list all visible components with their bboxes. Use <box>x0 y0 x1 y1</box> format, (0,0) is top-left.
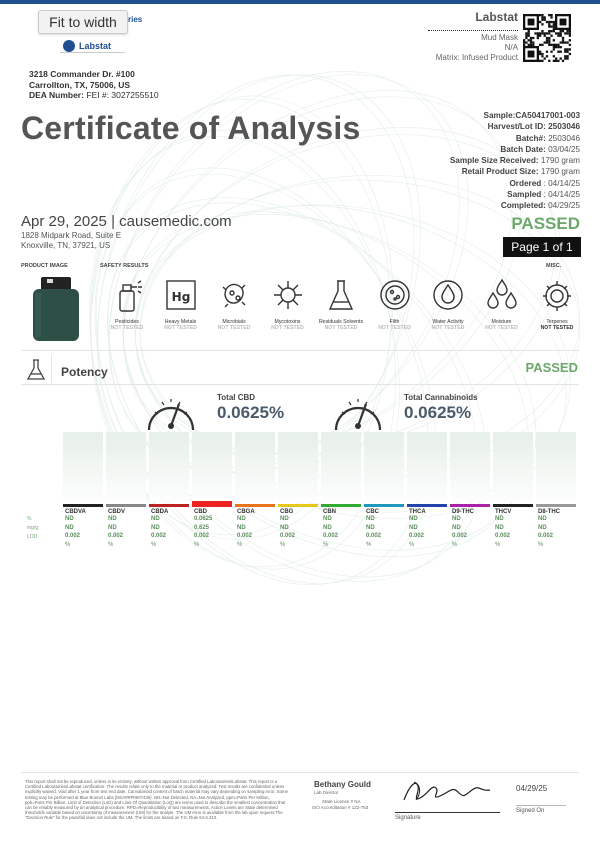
info-value: : 04/14/25 <box>541 178 580 188</box>
safety-status: NOT TESTED <box>271 325 304 331</box>
cannabinoid-name: CBD <box>194 509 207 515</box>
info-value: 1790 gram <box>538 167 580 177</box>
cannabinoid-name: CBDA <box>151 509 169 515</box>
info-label: Sampled <box>507 190 542 200</box>
terpenes-label: Terpenes <box>546 319 568 325</box>
lab-name: Labstat <box>475 10 518 24</box>
info-row <box>450 178 580 189</box>
info-label: Batch#: <box>515 133 546 143</box>
cannabinoid-lod: 0.002 <box>538 533 554 539</box>
cannabinoid-bar <box>407 432 447 502</box>
safety-status: NOT TESTED <box>378 325 411 331</box>
dotted-divider <box>428 30 518 31</box>
misc-heading: MISC. <box>546 263 562 269</box>
qr-code-icon[interactable] <box>523 14 571 62</box>
client-header <box>428 12 518 63</box>
microbe-icon <box>217 277 251 315</box>
info-label: Retail Product Size: <box>461 167 539 177</box>
safety-result-water-activity <box>421 275 475 331</box>
info-value: 2503046 <box>545 122 580 132</box>
safety-label: Pesticides <box>115 319 139 325</box>
license-text: State License # NA <box>322 799 361 804</box>
product-name: Mud Mask <box>481 33 518 42</box>
signer-name: Bethany Gould <box>314 780 371 789</box>
cannabinoid-color-bar <box>536 504 576 507</box>
cannabinoid-color-bar <box>407 504 447 507</box>
cannabinoid-bar <box>321 432 361 502</box>
cannabinoid-pct: ND <box>151 516 160 522</box>
address-line: Knoxville, TN, 37921, US <box>21 241 111 250</box>
info-row <box>450 121 580 132</box>
iso-text: ISO Accreditation # 122-753 <box>312 805 369 810</box>
info-value: 04/29/25 <box>545 201 580 211</box>
logo-mark-icon <box>63 40 75 52</box>
cannabinoid-pct: ND <box>409 516 418 522</box>
dea-value: FEI #: 3027255510 <box>86 90 159 100</box>
cannabinoid-bar <box>450 432 490 502</box>
cannabinoid-unit: % <box>65 541 71 548</box>
info-value: 03/04/25 <box>545 144 580 154</box>
cannabinoid-color-bar <box>63 504 103 507</box>
cannabinoid-name: THCA <box>409 509 426 515</box>
info-label: Ordered <box>509 178 542 188</box>
cannabinoid-lod: 0.002 <box>65 533 81 539</box>
info-value: 1790 gram <box>538 156 580 166</box>
safety-result-residuals-solvents <box>314 275 368 331</box>
cannabinoid-lod: 0.002 <box>452 533 468 539</box>
cannabinoid-mgg: ND <box>538 524 547 531</box>
cannabinoid-lod: 0.002 <box>495 533 511 539</box>
cannabinoid-lod: 0.002 <box>280 533 296 539</box>
street: 3218 Commander Dr. #100 <box>29 69 135 79</box>
safety-results-heading: SAFETY RESULTS <box>100 263 149 269</box>
cannabinoid-bar <box>149 432 189 502</box>
cannabinoid-color-bar <box>106 504 146 507</box>
cannabinoid-pct: ND <box>495 516 504 522</box>
cannabinoid-mgg: ND <box>409 524 418 531</box>
cannabinoid-pct: ND <box>65 516 74 522</box>
logo-fragment: ries <box>128 15 143 24</box>
cannabinoid-table <box>63 432 583 552</box>
status-badge: PASSED <box>511 214 580 233</box>
cannabinoid-color-bar <box>321 504 361 507</box>
cannabinoid-color-bar <box>235 504 275 507</box>
cannabinoid-name: CBDV <box>108 509 126 515</box>
cannabinoid-name: CBDVA <box>65 509 86 515</box>
info-row <box>450 133 580 144</box>
safety-status: NOT TESTED <box>485 325 518 331</box>
fit-to-width-button[interactable]: Fit to width <box>38 10 128 34</box>
divider <box>21 350 579 351</box>
info-row <box>450 155 580 166</box>
cannabinoid-bar <box>536 432 576 502</box>
safety-status: NOT TESTED <box>110 325 144 331</box>
cannabinoid-mgg: ND <box>237 524 246 531</box>
safety-result-pesticides <box>100 275 154 331</box>
matrix-text: Matrix: Infused Product <box>435 53 518 62</box>
signature-label: Signature <box>395 815 421 821</box>
cannabinoid-name: CBC <box>366 509 379 515</box>
cannabinoid-unit: % <box>452 541 458 548</box>
cannabinoid-name: CBN <box>323 509 336 515</box>
cannabinoid-color-bar <box>278 504 318 507</box>
flask-icon <box>324 277 358 315</box>
gauge-icon <box>332 390 384 434</box>
disclaimer: This report shall not be reproduced, unless in its entirety, without written approval from Certified Laboratories/Labstat. This report is a Certified Laboratories/Labstat certification. The results relate only to the material or product analyzed. Test results are confidential unless explicitly waived. Void after 1 year from test end date. Cannabinoid content of batch material may vary depending on sampling error. Some testing may be performed at Blue Bonnet Labs (DEA#RP0607436). ND=Not Detected, NA=Not Analyzed, ppm=Parts Per Million, ppb=Parts Per Billion. Limit of Detection (LoD) and Limit Of Quantitation (LoQ) are terms used to describe the smallest concentration that can be reliably measured by an analytical procedure. RPD=Reproducibility of two measurements. Action Levels are State determined thresholds variable based on uncertainty of measurement (UM) for the analyte. The UM error is available from the lab upon request.The "Decision Rule" for the pass/fail does not include the UM. The limits are based on F.S. Rule 64-4.310. <box>25 779 288 821</box>
address-line: 1828 Midpark Road, Suite E <box>21 231 122 240</box>
labstat-logo <box>63 40 111 52</box>
sample-info <box>450 110 580 212</box>
safety-status: NOT TESTED <box>431 325 465 331</box>
cannabinoid-unit: % <box>495 541 501 548</box>
potency-title: Potency <box>61 365 108 379</box>
cannabinoid-unit: % <box>323 541 329 548</box>
total-cannabinoids-value: 0.0625% <box>404 403 472 422</box>
info-label: Sample Size Received: <box>449 156 539 166</box>
divider <box>51 355 52 383</box>
safety-label: Moisture <box>491 319 512 325</box>
cannabinoid-color-bar <box>149 504 189 507</box>
cannabinoid-lod: 0.002 <box>323 533 339 539</box>
terpenes-status: NOT TESTED <box>540 325 574 331</box>
potency-status: PASSED <box>525 360 578 375</box>
cannabinoid-name: CBGA <box>237 509 255 515</box>
logo-text: Labstat <box>79 41 112 51</box>
water-activity-icon <box>431 277 465 315</box>
safety-result-microbials <box>207 275 261 331</box>
cannabinoid-mgg: ND <box>452 524 461 531</box>
cannabinoid-mgg: ND <box>151 524 160 531</box>
signer-role: Lab Director <box>314 790 339 795</box>
cannabinoid-lod: 0.002 <box>108 533 124 539</box>
droplets-icon <box>485 277 519 315</box>
total-cbd-value: 0.0625% <box>217 403 285 422</box>
cannabinoid-mgg: ND <box>108 524 117 531</box>
cannabinoid-unit: % <box>538 541 544 548</box>
signed-date: 04/29/25 <box>516 784 548 793</box>
cannabinoid-bar <box>63 432 103 502</box>
mycotoxin-icon <box>271 277 305 315</box>
cannabinoid-unit: % <box>409 541 415 548</box>
cannabinoid-pct: ND <box>237 516 246 522</box>
cannabinoid-mgg: ND <box>280 524 289 531</box>
info-row <box>450 166 580 177</box>
signature-image <box>400 778 500 806</box>
cannabinoid-unit: % <box>237 541 243 548</box>
cannabinoid-mgg: ND <box>65 524 74 531</box>
safety-result-moisture <box>475 275 529 331</box>
info-label: Completed: <box>500 201 546 211</box>
info-row <box>450 200 580 211</box>
product-jar-image <box>27 275 85 343</box>
safety-label: Filth <box>389 319 400 325</box>
product-image-heading: PRODUCT IMAGE <box>21 263 68 269</box>
divider <box>21 772 579 773</box>
cannabinoid-pct: ND <box>108 516 117 522</box>
cannabinoid-name: CBG <box>280 509 294 515</box>
info-value: : 04/14/25 <box>541 190 580 200</box>
info-label: Sample: <box>483 111 516 120</box>
signature-line <box>395 812 500 813</box>
city: Carrollton, TX, 75006, US <box>29 79 131 90</box>
cannabinoid-unit: % <box>280 541 286 548</box>
petri-dish-icon <box>378 277 412 315</box>
cannabinoid-bar <box>192 432 232 502</box>
safety-label: Water Activity <box>432 319 464 325</box>
safety-result-heavy-metals <box>154 275 208 331</box>
total-cannabinoids-label: Total Cannabinoids <box>404 393 478 402</box>
cannabinoid-color-bar <box>364 504 404 507</box>
row-label-percent: % <box>27 516 32 522</box>
safety-results <box>100 275 530 345</box>
safety-label: Residuals Solvents <box>318 319 364 325</box>
cannabinoid-mgg: ND <box>495 524 504 531</box>
cannabinoid-unit: % <box>108 541 114 548</box>
client-address <box>21 231 121 251</box>
na-text: N/A <box>504 43 518 52</box>
info-label: Harvest/Lot ID: <box>487 122 546 132</box>
signed-on-label: Signed On <box>516 808 545 814</box>
info-value: CA50417001-003 <box>515 111 580 120</box>
cannabinoid-mgg: 0.625 <box>194 524 210 531</box>
safety-label: Mycotoxins <box>274 319 301 325</box>
row-label-lod: LOD <box>27 534 38 540</box>
divider <box>60 52 125 53</box>
cannabinoid-pct: ND <box>452 516 461 522</box>
total-cbd-label: Total CBD <box>217 393 256 402</box>
safety-result-mycotoxins <box>261 275 315 331</box>
svg-text:Hg: Hg <box>171 290 190 304</box>
info-row <box>450 144 580 155</box>
row-label-mgg: mg/g <box>27 525 39 531</box>
date-line <box>516 805 566 806</box>
cannabinoid-color-bar <box>450 504 490 507</box>
safety-label: Microbials <box>222 319 246 325</box>
cannabinoid-unit: % <box>194 541 200 548</box>
cannabinoid-pct: 0.0625 <box>194 516 213 522</box>
safety-result-filth <box>368 275 422 331</box>
cannabinoid-unit: % <box>366 541 372 548</box>
cannabinoid-bar <box>235 432 275 502</box>
cannabinoid-name: D9-THC <box>452 509 474 515</box>
cannabinoid-pct: ND <box>538 516 547 522</box>
cannabinoid-pct: ND <box>323 516 332 522</box>
top-accent-bar <box>0 0 600 4</box>
info-row <box>450 189 580 200</box>
divider <box>21 384 579 385</box>
dea-label: DEA Number: <box>29 90 84 100</box>
safety-status: NOT TESTED <box>324 325 358 331</box>
spray-icon <box>110 277 144 315</box>
gauge-icon <box>145 390 197 434</box>
page-indicator: Page 1 of 1 <box>503 237 581 257</box>
info-value: 2503046 <box>545 133 580 143</box>
terpene-icon <box>540 277 574 315</box>
info-label: Batch Date: <box>500 144 546 154</box>
cannabinoid-bar <box>493 432 533 502</box>
flask-icon <box>26 358 46 382</box>
cannabinoid-bar <box>106 432 146 502</box>
lab-address <box>29 69 159 101</box>
cannabinoid-color-bar <box>192 501 232 507</box>
cannabinoid-bar <box>364 432 404 502</box>
report-date: Apr 29, 2025 | causemedic.com <box>21 213 232 230</box>
page-title: Certificate of Analysis <box>21 110 361 146</box>
cannabinoid-bar <box>278 432 318 502</box>
cannabinoid-pct: ND <box>280 516 289 522</box>
cannabinoid-pct: ND <box>366 516 375 522</box>
cannabinoid-lod: 0.002 <box>366 533 382 539</box>
cannabinoid-lod: 0.002 <box>409 533 425 539</box>
cannabinoid-name: THCV <box>495 509 512 515</box>
cannabinoid-mgg: ND <box>366 524 375 531</box>
safety-label: Heavy Metals <box>164 319 197 325</box>
safety-status: NOT TESTED <box>217 325 251 331</box>
cannabinoid-lod: 0.002 <box>194 533 210 539</box>
terpenes-result <box>530 275 584 331</box>
cannabinoid-lod: 0.002 <box>237 533 253 539</box>
cannabinoid-name: D8-THC <box>538 509 560 515</box>
heavy-metals-icon <box>164 277 198 315</box>
cannabinoid-mgg: ND <box>323 524 332 531</box>
safety-status: NOT TESTED <box>164 325 197 331</box>
cannabinoid-color-bar <box>493 504 533 507</box>
cannabinoid-lod: 0.002 <box>151 533 167 539</box>
info-row <box>450 110 580 121</box>
cannabinoid-unit: % <box>151 541 157 548</box>
